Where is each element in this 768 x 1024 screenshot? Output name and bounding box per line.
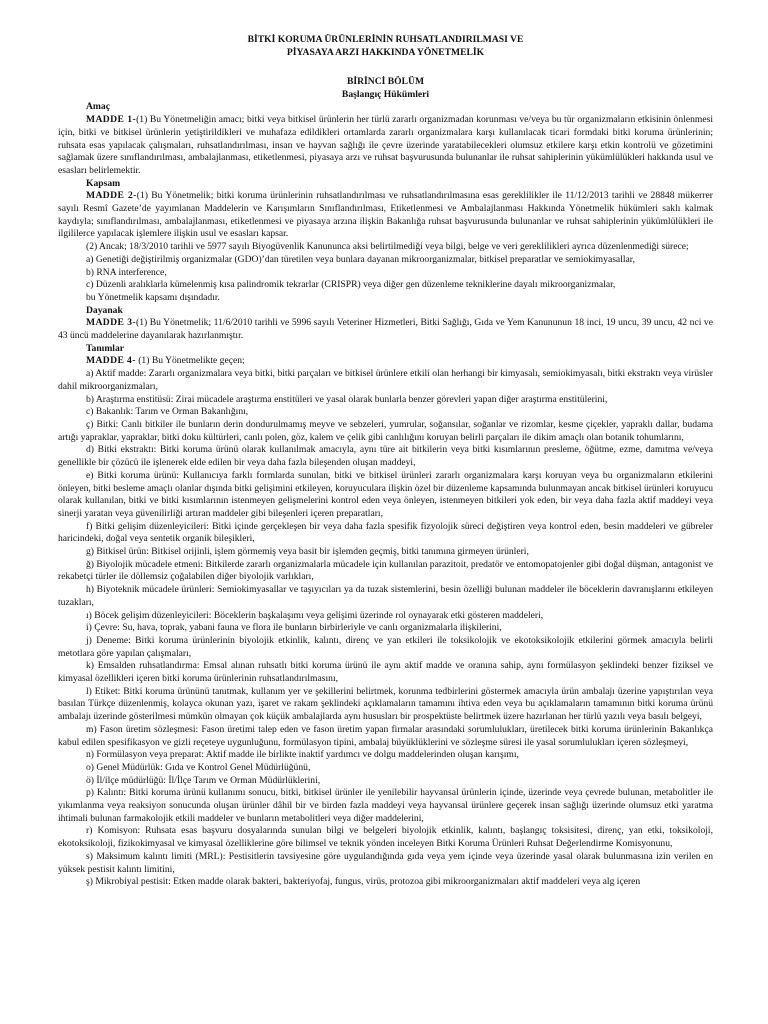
paragraph [58, 851, 713, 876]
paragraph-text: (1) Bu Yönetmeliğin amacı; bitki veya bitkisel ürünlerin her türlü zararlı organizmadan korunması ve/veya bu tür organizmaların etkisinin önlenmesi için, bitki ve bitkisel ürünlerin yetiştirildikleri ve muhafaza edildikleri ortamlarda zararlı organizmalara karşı kullanılacak ticari formdaki bitki koruma ürünlerinin; ruhsata esas yapılacak çalışmaları, ruhsatlandırılması, insan ve hayvan sağlığı ile çevre üzerinde yaratabilecekleri olumsuz etkilere karşı etkin kontrolü ve gözetimini sağlamak üzere sınıflandırılması, ambalajlanması, etiketlenmesi, piyasaya arzı ve ruhsat başvurusunda bulunanlar ile ruhsat sahiplerinin yükümlülükleri hakkında usul ve esasları belirlemektir. [58, 114, 713, 176]
paragraph-text: (1) Bu Yönetmelik; 11/6/2010 tarihli ve 5996 sayılı Veteriner Hizmetleri, Bitki Sağlığı, Gıda ve Yem Kanununun 18 inci, 19 uncu, 39 uncu, 42 nci ve 43 üncü maddelerine dayanılarak hazırlanmıştır. [58, 317, 713, 342]
paragraph [58, 724, 713, 749]
chapter-heading: BİRİNCİ BÖLÜM [346, 76, 425, 87]
paragraph-text: ğ) Biyolojik mücadele etmeni: Bitkilerde zararlı organizmalarla mücadele için kullanılan parazitoit, predatör ve entomopatojenler gibi doğal düşman, antagonist ve rekabetçi türler ile döllemsiz çoğalabilen diğer biyolojik varlıkları, [58, 558, 713, 583]
paragraph-text: b) RNA interference, [86, 266, 167, 278]
paragraph [58, 546, 713, 559]
paragraph-text: i) Çevre: Su, hava, toprak, yabani fauna ve flora ile bunların birbirleriyle ve canlı organizmalarla ilişkilerini, [86, 622, 502, 634]
paragraph [58, 775, 713, 788]
article-paragraph [58, 190, 713, 241]
paragraph [58, 762, 713, 775]
chapter-subtitle: Başlangıç Hükümleri [341, 88, 430, 100]
paragraph [58, 470, 713, 521]
paragraph-text: l) Etiket: Bitki koruma ürününü tanıtmak, kullanım yer ve şekillerini belirtmek, korunma tedbirlerini göstermek amacıyla ürün ambalajı üzerine yapıştırılan veya basılan Türkçe düzenlenmiş, kolayca okunan yazı, işaret ve rakam şeklindeki açıklamaların tamamını ihtiva eden veya bu açıklamaların tamamının bitki koruma ürünü ambalajı üzerinde gösterilmesi mümkün olmayan çok küçük ambalajlarda aynı hususları bir prospektüste belirtmek üzere hazırlanan her türlü yazılı veya basılı belgeyi, [58, 685, 713, 723]
article-paragraph [58, 317, 713, 342]
article-number: MADDE 1- [86, 114, 137, 126]
paragraph-text: ç) Bitki: Canlı bitkiler ile bunların derin dondurulmamış meyve ve sebzeleri, yumrular, soğansılar, soğanlar ve rizomlar, kesme çiçekler, yapraklı dallar, budama artığı yapraklar, yapraklar, bitki doku kültürleri, canlı polen, göz, kalem ve çelik gibi canlılığını koruyan belirli parçaları ile dikim amaçlı olan botanik tohumlarını, [58, 418, 713, 443]
paragraph-text: (1) Bu Yönetmelikte geçen; [135, 355, 245, 367]
section-heading: Kapsam [86, 177, 121, 189]
paragraph [58, 825, 713, 850]
paragraph-text: (1) Bu Yönetmelik; bitki koruma ürünlerinin ruhsatlandırılması ve ruhsatlandırılmasına esas gereklilikler ile 11/12/2013 tarihli ve 28848 mükerrer sayılı Resmî Gazete’de yayımlanan Maddelerin ve Karışımların Sınıflandırılması, Etiketlenmesi ve Ambalajlanması Hakkında Yönetmelik hükümleri saklı kalmak kaydıyla; sınıflandırılması, ambalajlanması, etiketlenmesi ve piyasaya arzına ilişkin Bakanlığa ruhsat başvurusunda bulunanlar ve ruhsat sahiplerinin yükümlülükleri ile ilgililerce yapılacak işlemlere ilişkin usul ve esasları kapsar. [58, 190, 713, 240]
paragraph-text: ı) Böcek gelişim düzenleyicileri: Böceklerin başkalaşımı veya gelişimi üzerinde rol oynayarak etki gösteren maddeleri, [86, 609, 544, 621]
paragraph [58, 254, 713, 267]
paragraph [58, 292, 713, 305]
paragraph [58, 521, 713, 546]
paragraph-text: bu Yönetmelik kapsamı dışındadır. [86, 291, 220, 303]
paragraph-text: r) Komisyon: Ruhsata esas başvuru dosyalarında sunulan bilgi ve belgeleri biyolojik etkinlik, kalıntı, başlangıç toksisitesi, direnç, yan etki, toksikoloji, ekotoksikoloji, fizikokimyasal ve kimyasal özelliklerine göre bilimsel ve teknik yönden inceleyen Bitki Koruma Ürünleri Ruhsat Değerlendirme Komisyonunu, [58, 825, 713, 850]
paragraph [58, 444, 713, 469]
paragraph-text: f) Bitki gelişim düzenleyicileri: Bitki içinde gerçekleşen bir veya daha fazla spesifik fizyolojik süreci değiştiren veya kontrol eden, besin maddeleri ve gübreler haricindeki, doğal veya sentetik organik bileşikleri, [58, 520, 713, 545]
paragraph [58, 241, 713, 254]
document-title-line-1: BİTKİ KORUMA ÜRÜNLERİNİN RUHSATLANDIRILMASI VE [247, 34, 524, 45]
section-heading: Tanımlar [86, 342, 125, 354]
section-heading: Dayanak [86, 304, 123, 316]
paragraph [58, 267, 713, 280]
paragraph-text: h) Biyoteknik mücadele ürünleri: Semiokimyasallar ve taşıyıcıları ya da tuzak sistemlerini, besin özelliği bulunan maddeler ile böceklerin davranışlarını etkileyen tuzakları, [58, 584, 713, 608]
paragraph [58, 622, 713, 635]
paragraph-text: e) Bitki koruma ürünü: Kullanıcıya farklı formlarda sunulan, bitki ve bitkisel ürünleri zararlı organizmalara karşı koruyan veya bu organizmaların etkilerini önleyen, bitki besleme amaçlı olanlar dışında bitki gelişimini etkileyen, koruyuculara ilişkin özel bir düzenleme kapsamında bulunmayan ancak bitkisel ürünleri koruyucu olarak kullanılan, bitki ve bitki kısımlarının istenmeyen gelişmelerini kontrol eden veya önleyen, istenmeyen bitkileri yok eden, bir veya daha fazla aktif maddeyi veya sinerji yaratan veya güvenilirliği artıran maddeler gibi bileşenleri içeren preparatları, [58, 469, 713, 519]
paragraph [58, 787, 713, 825]
paragraph-text: p) Kalıntı: Bitki koruma ürünü kullanımı sonucu, bitki, bitkisel ürünler ile yenilebilir hayvansal ürünlerin içinde, üzerinde veya çevrede bulunan, metabolitler ile yıkımlanma veya reaksiyon sonucunda oluşan ürünler dâhil bir ve birden fazla maddeyi veya hayvansal ürünlere geçerek insan sağlığı üzerinde olumsuz etki yaratma ihtimali bulunan farmakolojik etkili maddeler ve bunların metabolitleri veya diğer maddelerini, [58, 787, 713, 824]
article-number: MADDE 3- [86, 317, 136, 329]
paragraph [58, 559, 713, 584]
paragraph [58, 394, 713, 407]
paragraph-text: a) Aktif madde: Zararlı organizmalara veya bitki, bitki parçaları ve bitkisel ürünlere etkili olan herhangi bir kimyasalı, semiokimyasalı, bitki ekstraktı veya virüsler dahil mikroorganizmaları, [58, 368, 713, 392]
article-number: MADDE 4- [86, 355, 136, 367]
paragraph-text: m) Fason üretim sözleşmesi: Fason üretimi talep eden ve fason üretim yapan firmalar arasındaki sorumlulukları, üretilecek bitki koruma ürünlerinin Bakanlıkça kabul edilen spesifikasyon ve gizli reçeteye uygunluğunu, formülasyon tipini, ambalaj büyüklüklerini ve sözleşme süresi ile yasal sorumlulukları içeren sözleşmeyi, [58, 723, 713, 748]
paragraph [58, 660, 713, 685]
paragraph-text: j) Deneme: Bitki koruma ürünlerinin biyolojik etkinlik, kalıntı, direnç ve yan etkileri ile toksikolojik ve ekotoksikolojik etkilerini görmek amacıyla belirli metotlara göre yapılan çalışmaları, [58, 634, 713, 659]
paragraph-text: ö) İl/ilçe müdürlüğü: İl/İlçe Tarım ve Orman Müdürlüklerini, [86, 774, 321, 786]
paragraph-text: k) Emsalden ruhsatlandırma: Emsal alınan ruhsatlı bitki koruma ürünü ile aynı aktif madde ve oranına sahip, aynı formülasyon şeklindeki benzer fiziksel ve kimyasal özellikleri içeren bitki koruma ürünlerinin ruhsatlandırılmasını, [58, 660, 713, 685]
document-body [58, 101, 713, 889]
paragraph [58, 876, 713, 889]
paragraph [58, 419, 713, 444]
paragraph-text: ş) Mikrobiyal pestisit: Etken madde olarak bakteri, bakteriyofaj, fungus, virüs, protozoa gibi mikroorganizmaları aktif maddeleri veya alg içeren [86, 876, 641, 888]
paragraph-text: g) Bitkisel ürün: Bitkisel orijinli, işlem görmemiş veya basit bir işlemden geçmiş, bitki tanımına girmeyen ürünleri, [86, 546, 529, 558]
paragraph [58, 279, 713, 292]
article-paragraph [58, 355, 713, 368]
document-title [58, 34, 713, 59]
paragraph [58, 368, 713, 393]
paragraph-text: d) Bitki ekstraktı: Bitki koruma ürünü olarak kullanılmak amacıyla, aynı türe ait bitkilerin veya bitki kısımlarının presleme, öğütme, ezme, damıtma ve/veya genellikle bir çözücü ile işlenerek elde edilen bir veya daha fazla bileşenden oluşan maddeyi, [58, 444, 713, 469]
paragraph-text: a) Genetiği değiştirilmiş organizmalar (GDO)’dan türetilen veya bunlara dayanan mikroorganizmalar, bitkisel preparatlar ve semiokimyasallar, [86, 253, 635, 265]
paragraph [58, 406, 713, 419]
article-number: MADDE 2- [86, 190, 137, 202]
section-heading: Amaç [86, 101, 110, 113]
paragraph [58, 635, 713, 660]
paragraph-text: b) Araştırma enstitüsü: Zirai mücadele araştırma enstitüleri ve yasal olarak bunlarla benzer görevleri yapan diğer araştırma enstitülerini, [86, 393, 608, 405]
paragraph-text: n) Formülasyon veya preparat: Aktif madde ile birlikte inaktif yardımcı ve dolgu maddelerinden oluşan karışımı, [86, 749, 519, 761]
paragraph [58, 584, 713, 609]
paragraph-text: c) Bakanlık: Tarım ve Orman Bakanlığını, [86, 406, 249, 418]
paragraph [58, 749, 713, 762]
paragraph-text: c) Düzenli aralıklarla kümelenmiş kısa palindromik tekrarlar (CRISPR) veya diğer gen düzenleme tekniklerine dayalı mikroorganizmalar, [86, 279, 616, 291]
article-paragraph [58, 114, 713, 178]
paragraph [58, 610, 713, 623]
paragraph-text: s) Maksimum kalıntı limiti (MRL): Pestisitlerin tavsiyesine göre uygulandığında gıda veya yem içinde veya üzerinde yasal olarak bulunmasına izin verilen en yüksek pestisit kalıntı limitini, [58, 850, 713, 875]
paragraph [58, 686, 713, 724]
paragraph-text: o) Genel Müdürlük: Gıda ve Kontrol Genel Müdürlüğünü, [86, 761, 311, 773]
paragraph-text: (2) Ancak; 18/3/2010 tarihli ve 5977 sayılı Biyogüvenlik Kanununca aksi belirtilmediği veya bilgi, belge ve veri gereklilikleri ayrıca düzenlenmediği sürece; [86, 241, 689, 253]
document-title-line-2: PİYASAYA ARZI HAKKINDA YÖNETMELİK [286, 46, 485, 58]
